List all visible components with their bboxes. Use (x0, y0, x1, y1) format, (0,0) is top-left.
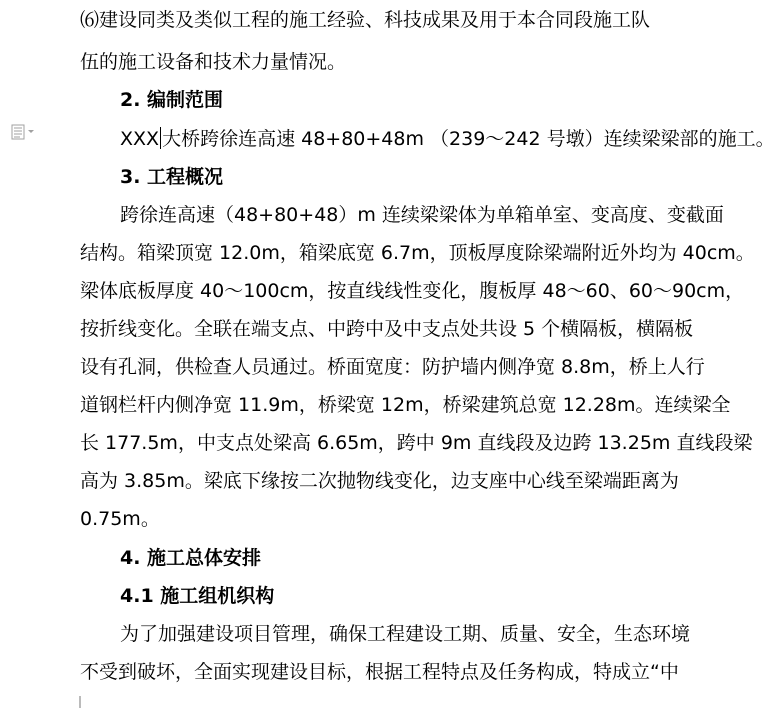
organization-line-1: 为了加强建设项目管理，确保工程建设工期、质量、安全，生态环境 (120, 623, 691, 645)
overview-line-3: 梁体底板厚度 40～100cm，按直线线性变化，腹板厚 48～60、60～90cm， (80, 280, 745, 302)
text-cursor (160, 127, 161, 149)
body-line-2: 伍的施工设备和技术力量情况。 (80, 51, 347, 73)
scope-line (120, 127, 775, 151)
page-corner-mark (79, 696, 81, 708)
overview-line-2: 结构。箱梁顶宽 12.0m，箱梁底宽 6.7m，顶板厚度除梁端附近外均为 40cm。 (80, 242, 755, 264)
overview-line-7: 长 177.5m，中支点处梁高 6.65m，跨中 9m 直线段及边跨 13.25m 直线段梁 (80, 432, 753, 454)
overview-line-6: 道钢栏杆内侧净宽 11.9m，桥梁宽 12m，桥梁建筑总宽 12.28m。连续梁全 (80, 394, 731, 416)
overview-line-4: 按折线变化。全联在端支点、中跨中及中支点处共设 5 个横隔板，横隔板 (80, 318, 694, 340)
section-heading-2: 2. 编制范围 (120, 89, 224, 111)
organization-line-2: 不受到破坏，全面实现建设目标，根据工程特点及任务构成，特成立“中 (80, 661, 679, 683)
section-heading-3: 3. 工程概况 (120, 166, 224, 188)
overview-line-9: 0.75m。 (80, 508, 160, 530)
scope-prefix: XXX (120, 128, 160, 150)
section-heading-4: 4. 施工总体安排 (120, 547, 262, 569)
body-line-1: ⑹建设同类及类似工程的施工经验、科技成果及用于本合同段施工队 (80, 9, 651, 31)
overview-line-1: 跨徐连高速（48+80+48）m 连续梁梁体为单箱单室、变高度、变截面 (120, 204, 724, 226)
section-heading-4-1: 4.1 施工组机织构 (120, 585, 275, 607)
overview-line-5: 设有孔洞，供检查人员通过。桥面宽度：防护墙内侧净宽 8.8m，桥上人行 (80, 356, 705, 378)
scope-text: 大桥跨徐连高速 48+80+48m （239～242 号墩）连续梁梁部的施工。 (162, 128, 775, 150)
overview-line-8: 高为 3.85m。梁底下缘按二次抛物线变化，边支座中心线至梁端距离为 (80, 470, 679, 492)
paragraph-layout-icon[interactable] (11, 124, 37, 140)
